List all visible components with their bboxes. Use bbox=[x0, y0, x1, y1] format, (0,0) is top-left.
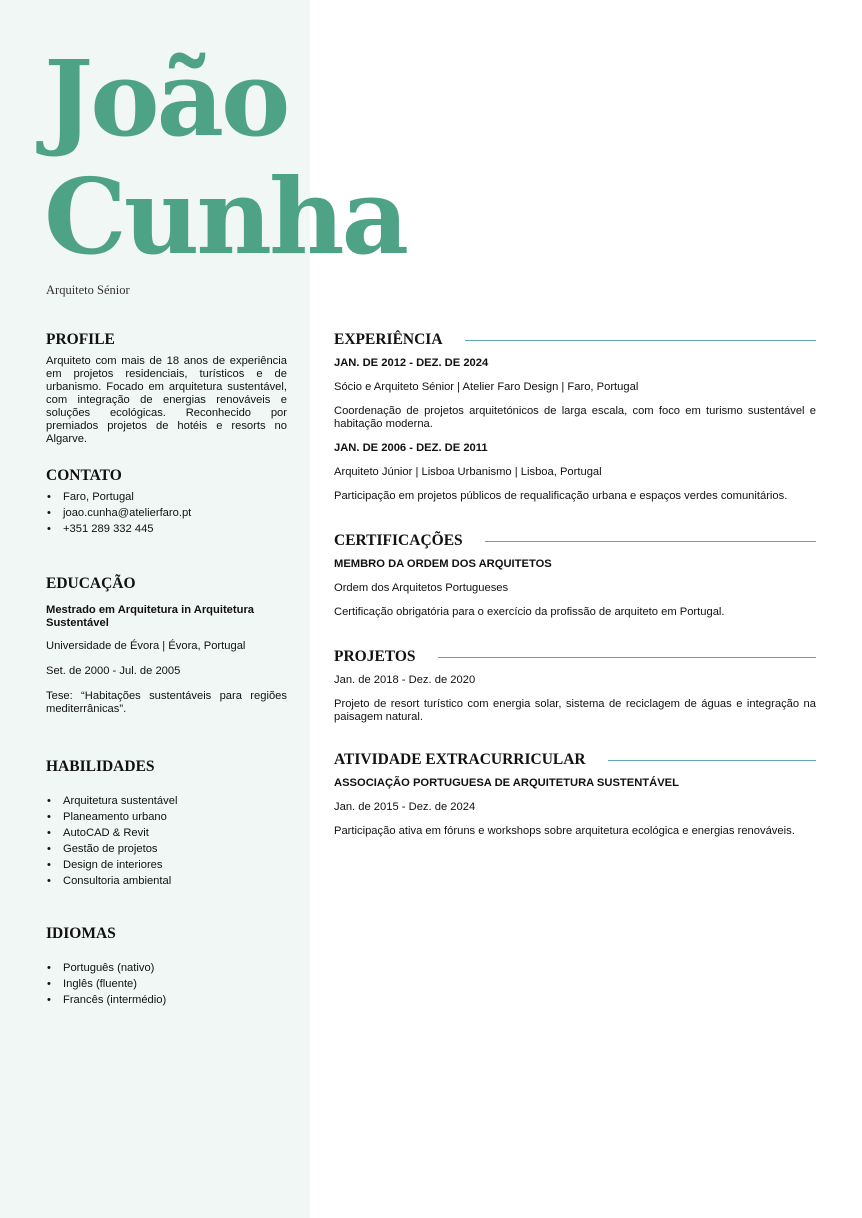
extracurricular-section bbox=[334, 751, 816, 849]
job-description: Coordenação de projetos arquitetónicos de larga escala, com foco em turismo sustentável e habitação moderna. bbox=[334, 405, 816, 430]
section-divider bbox=[608, 760, 816, 761]
skill-item: • Planeamento urbano bbox=[46, 809, 287, 825]
certification-name: MEMBRO DA ORDEM DOS ARQUITETOS bbox=[334, 558, 552, 570]
job-role: Arquiteto Júnior | Lisboa Urbanismo | Lisboa, Portugal bbox=[334, 466, 602, 478]
skill-item: • Gestão de projetos bbox=[46, 841, 287, 857]
languages-list bbox=[46, 960, 287, 1008]
full-name bbox=[44, 37, 406, 278]
contact-email[interactable]: • joao.cunha@atelierfaro.pt bbox=[46, 505, 287, 521]
job-description: Participação em projetos públicos de requalificação urbana e espaços verdes comunitários. bbox=[334, 490, 788, 502]
activity-organization: ASSOCIAÇÃO PORTUGUESA DE ARQUITETURA SUSTENTÁVEL bbox=[334, 777, 679, 789]
education-heading: EDUCAÇÃO bbox=[46, 575, 136, 592]
certifications-header bbox=[334, 532, 816, 550]
experience-heading: EXPERIÊNCIA bbox=[334, 331, 443, 348]
contact-heading: CONTATO bbox=[46, 467, 122, 484]
project-description: Projeto de resort turístico com energia solar, sistema de reciclagem de águas e integração na paisagem natural. bbox=[334, 698, 816, 723]
education-section bbox=[46, 575, 287, 716]
skill-item: • Design de interiores bbox=[46, 857, 287, 873]
skill-item: • Arquitetura sustentável bbox=[46, 793, 287, 809]
skill-item: • AutoCAD & Revit bbox=[46, 825, 287, 841]
contact-list bbox=[46, 489, 287, 537]
language-item: • Inglês (fluente) bbox=[46, 976, 287, 992]
profile-text: Arquiteto com mais de 18 anos de experiência em projetos residenciais, turísticos e de urbanismo. Focado em arquitetura sustentável, com integração de energias renováveis e soluções ecológicas. Reconhecido por premiados projetos de hotéis e resorts no Algarve. bbox=[46, 355, 287, 445]
certifications-section bbox=[334, 532, 816, 630]
projects-header bbox=[334, 648, 816, 666]
profile-section bbox=[46, 331, 287, 446]
extracurricular-header bbox=[334, 751, 816, 769]
job-dates: JAN. DE 2012 - DEZ. DE 2024 bbox=[334, 357, 489, 369]
last-name: Cunha bbox=[44, 155, 406, 278]
skills-section bbox=[46, 758, 287, 889]
contact-location: • Faro, Portugal bbox=[46, 489, 287, 505]
section-divider bbox=[485, 541, 816, 542]
projects-section bbox=[334, 648, 816, 735]
certification-description: Certificação obrigatória para o exercício da profissão de arquiteto em Portugal. bbox=[334, 606, 725, 618]
section-divider bbox=[465, 340, 816, 341]
education-thesis: Tese: “Habitações sustentáveis para regiões mediterrânicas”. bbox=[46, 690, 287, 715]
project-dates: Jan. de 2018 - Dez. de 2020 bbox=[334, 674, 476, 686]
contact-phone[interactable]: • +351 289 332 445 bbox=[46, 521, 287, 537]
first-name: João bbox=[44, 37, 288, 160]
job-role: Sócio e Arquiteto Sénior | Atelier Faro Design | Faro, Portugal bbox=[334, 381, 639, 393]
contact-section bbox=[46, 467, 287, 537]
skills-list bbox=[46, 793, 287, 889]
skills-heading: HABILIDADES bbox=[46, 758, 155, 775]
extracurricular-heading: ATIVIDADE EXTRACURRICULAR bbox=[334, 751, 586, 768]
languages-section bbox=[46, 925, 287, 1008]
languages-heading: IDIOMAS bbox=[46, 925, 116, 942]
education-dates: Set. de 2000 - Jul. de 2005 bbox=[46, 665, 181, 677]
certification-issuer: Ordem dos Arquitetos Portugueses bbox=[334, 582, 509, 594]
job-dates: JAN. DE 2006 - DEZ. DE 2011 bbox=[334, 442, 488, 454]
activity-description: Participação ativa em fóruns e workshops sobre arquitetura ecológica e energias renováveis. bbox=[334, 825, 795, 837]
projects-heading: PROJETOS bbox=[334, 648, 416, 665]
profile-heading: PROFILE bbox=[46, 331, 115, 348]
certifications-heading: CERTIFICAÇÕES bbox=[334, 532, 463, 549]
education-school: Universidade de Évora | Évora, Portugal bbox=[46, 640, 246, 652]
language-item: • Francês (intermédio) bbox=[46, 992, 287, 1008]
language-item: • Português (nativo) bbox=[46, 960, 287, 976]
experience-header bbox=[334, 331, 816, 349]
education-degree: Mestrado em Arquitetura in Arquitetura Sustentável bbox=[46, 604, 255, 629]
job-title: Arquiteto Sénior bbox=[46, 283, 130, 297]
experience-section bbox=[334, 331, 816, 514]
skill-item: • Consultoria ambiental bbox=[46, 873, 287, 889]
section-divider bbox=[438, 657, 816, 658]
activity-dates: Jan. de 2015 - Dez. de 2024 bbox=[334, 801, 476, 813]
